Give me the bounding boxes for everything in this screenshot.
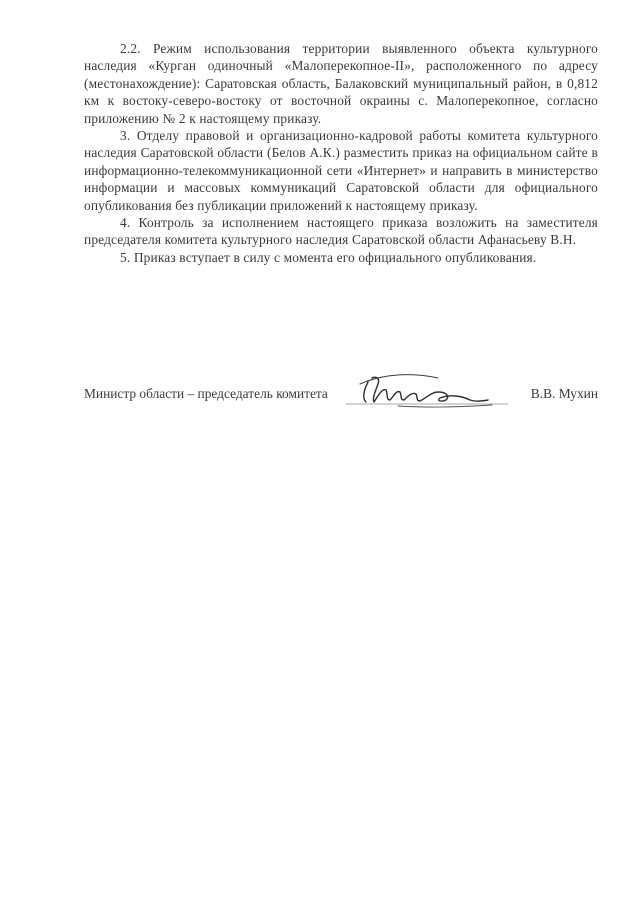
signatory-position: Министр области – председатель комитета bbox=[84, 386, 328, 401]
paragraph-5: 5. Приказ вступает в силу с момента его официального опубликования. bbox=[120, 249, 537, 265]
handwritten-signature bbox=[342, 370, 512, 414]
paragraph-4: 4. Контроль за исполнением настоящего приказа возложить на заместителя председателя комитета культурного наследия Саратовской области Афанасьеву В.Н. bbox=[84, 215, 598, 248]
paragraph-2-2: 2.2. Режим использования территории выявленного объекта культурного наследия «Курган одиночный «Малоперекопное-II», расположенного по адресу (местонахождение): Саратовская область, Балаковский муниципальный район, в 0,812 км к востоку-северо-востоку от восточной окраины с. Малоперекопное, согласно приложению № 2 к настоящему приказу. bbox=[84, 41, 598, 126]
signatory-name: В.В. Мухин bbox=[530, 386, 598, 401]
document-body bbox=[84, 40, 598, 266]
signature-block bbox=[84, 370, 598, 430]
paragraph-3: 3. Отделу правовой и организационно-кадровой работы комитета культурного наследия Саратовской области (Белов А.К.) разместить приказ на официальном сайте в информационно-телекоммуникационной сети «Интернет» и направить в министерство информации и массовых коммуникаций Саратовской области для официального опубликования без публикации приложений к настоящему приказу. bbox=[84, 128, 598, 213]
